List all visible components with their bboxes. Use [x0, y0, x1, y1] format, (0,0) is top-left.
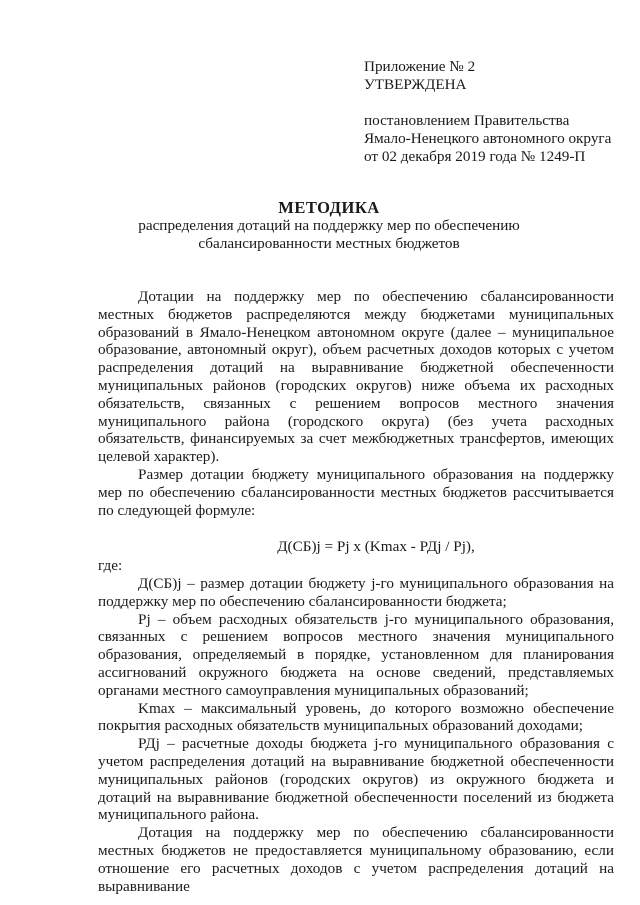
document-body — [98, 288, 614, 895]
decree-line-1: постановлением Правительства — [364, 112, 570, 129]
subtitle-line-2: сбалансированности местных бюджетов — [198, 235, 460, 252]
approved-label: УТВЕРЖДЕНА — [364, 76, 467, 93]
decree-line-2: Ямало-Ненецкого автономного округа — [364, 130, 612, 147]
document-title: МЕТОДИКА — [278, 198, 380, 217]
definition-dsb: Д(СБ)j – размер дотации бюджету j-го муниципального образования на поддержку мер по обеспечению сбалансированности бюджета; — [98, 574, 614, 610]
document-subtitle — [0, 217, 640, 253]
decree-line-3: от 02 декабря 2019 года № 1249-П — [364, 148, 586, 165]
where-label: где: — [98, 557, 123, 575]
subtitle-line-1: распределения дотаций на поддержку мер по обеспечению — [138, 217, 520, 234]
paragraph-exclusion: Дотация на поддержку мер по обеспечению сбалансированности местных бюджетов не предоставляется муниципальному образованию, если отношение его расчетных доходов с учетом распределения дотаций на выравнивание — [98, 824, 614, 895]
formula: Д(СБ)j = Pj x (Kmax - РДj / Pj), — [277, 538, 475, 556]
paragraph-intro: Дотации на поддержку мер по обеспечению сбалансированности местных бюджетов распределяются между бюджетами муниципальных образований в Ямало-Ненецком автономном округе (далее – муниципальное образование, автономный округ), объем расчетных доходов которых с учетом распределения дотаций на выравнивание бюджетной обеспеченности муниципальных районов (городских округов) ниже объема их расходных обязательств, связанных с решением вопросов местного значения муниципального района (городского округа) (без учета расходных обязательств, финансируемых за счет межбюджетных трансфертов, имеющих целевой характер). — [98, 288, 614, 466]
appendix-label: Приложение № 2 — [364, 58, 476, 75]
definition-pj: Pj – объем расходных обязательств j-го муниципального образования, связанных с решением вопросов местного значения муниципального образования, определяемый в порядке, установленном для планирования ассигнований окружного бюджета на основе сведений, представляемых органами местного самоуправления муниципальных образований; — [98, 610, 614, 699]
definition-kmax: Kmax – максимальный уровень, до которого возможно обеспечение покрытия расходных обязательств муниципальных образований доходами; — [98, 699, 614, 735]
approval-header — [364, 58, 611, 166]
definition-rdj: РДj – расчетные доходы бюджета j-го муниципального образования с учетом распределения дотаций на выравнивание бюджетной обеспеченности муниципальных районов (городских округов) из окружного бюджета и дотаций на выравнивание бюджетной обеспеченности поселений из бюджета муниципального района. — [98, 735, 614, 824]
paragraph-formula-intro: Размер дотации бюджету муниципального образования на поддержку мер по обеспечению сбалансированности местных бюджетов рассчитывается по следующей формуле: — [98, 465, 614, 519]
